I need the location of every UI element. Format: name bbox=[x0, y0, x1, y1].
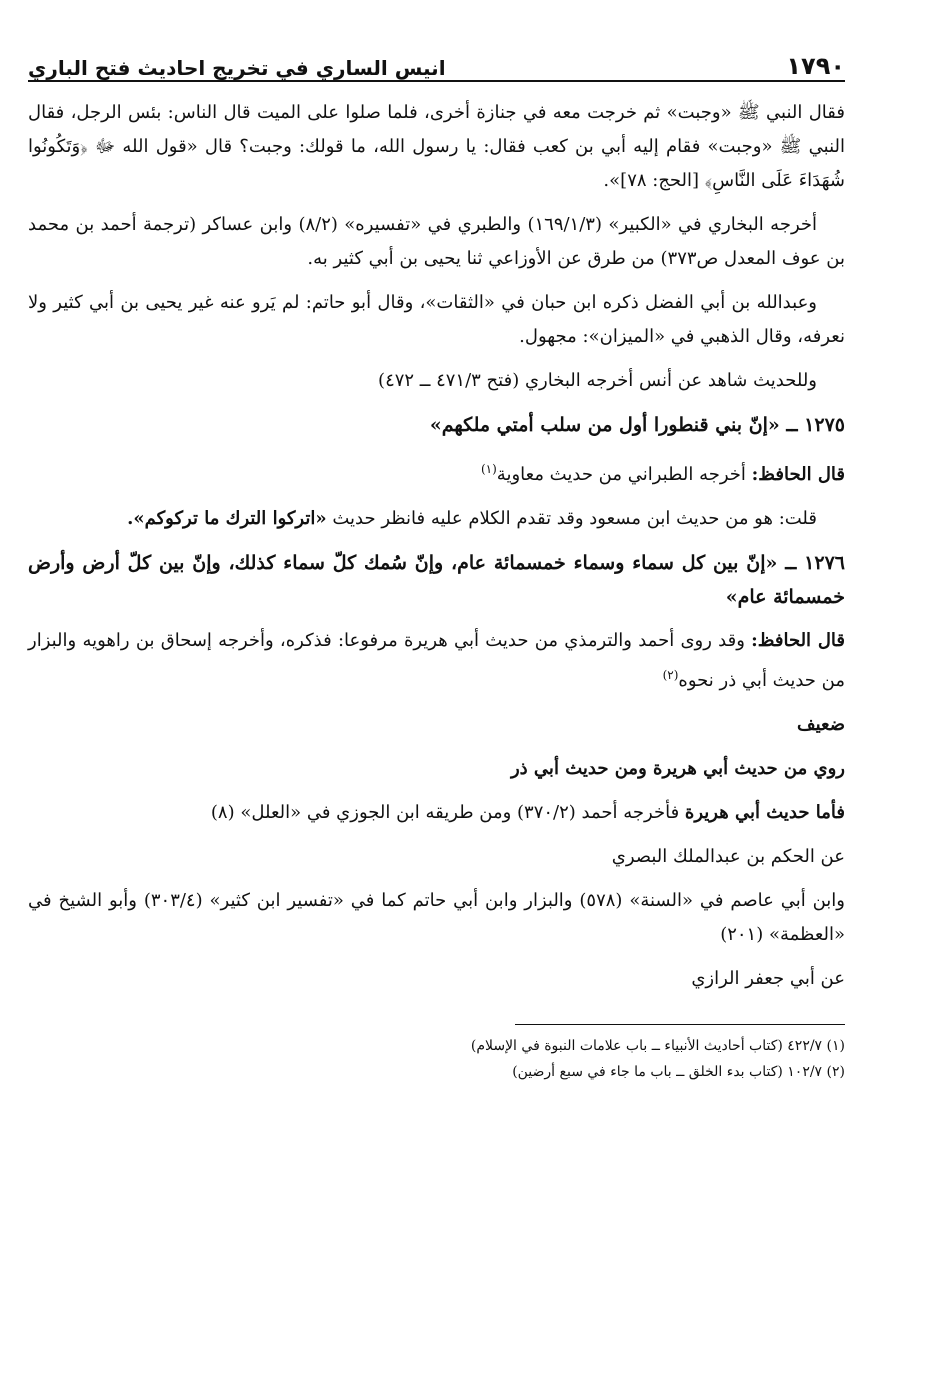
hafiz-comment-1275 bbox=[28, 452, 845, 492]
paragraph-qult bbox=[28, 502, 845, 536]
hafiz-label: قال الحافظ: bbox=[751, 630, 845, 651]
paragraph-abu-hurayra bbox=[28, 796, 845, 830]
hafiz-text: أخرجه الطبراني من حديث معاوية bbox=[496, 464, 752, 485]
qult-hadith-ref: «اتركوا الترك ما تركوكم». bbox=[127, 508, 327, 529]
hafiz-label: قال الحافظ: bbox=[751, 464, 845, 485]
paragraph-takhrij: أخرجه البخاري في «الكبير» (١٦٩/١/٣) والطبري في «تفسيره» (٨/٢) وابن عساكر (ترجمة أحمد بن محمد بن عوف المعدل ص٣٧٣) من طرق عن الأوزاعي ثنا يحيى بن أبي كثير به. bbox=[28, 214, 845, 269]
chain-hakam: عن الحكم بن عبدالملك البصري bbox=[611, 846, 845, 867]
footnote-separator bbox=[515, 1024, 845, 1025]
abu-hurayra-label: فأما حديث أبي هريرة bbox=[684, 802, 845, 823]
footnote-1: (١) ٤٢٢/٧ (كتاب أحاديث الأنبياء ــ باب علامات النبوة في الإسلام) bbox=[470, 1038, 845, 1054]
hadith-heading-1275: ١٢٧٥ ــ «إنّ بني قنطورا أول من سلب أمتي ملكهم» bbox=[429, 414, 845, 436]
paragraph-ibn-abi-asim: وابن أبي عاصم في «السنة» (٥٧٨) والبزار وابن أبي حاتم كما في «تفسير ابن كثير» (٣٠٣/٤) وأبو الشيخ في «العظمة» (٢٠١) bbox=[28, 890, 845, 945]
hadith-heading-1276: ١٢٧٦ ــ «إنّ بين كل سماء وسماء خمسمائة عام، وإنّ سُمك كلّ سماء كذلك، وإنّ بين كلّ أرض وأرض خمسمائة عام» bbox=[28, 552, 845, 608]
chain-razi: عن أبي جعفر الرازي bbox=[691, 968, 845, 989]
paragraph-shahid: وللحديث شاهد عن أنس أخرجه البخاري (فتح ٤٧١/٣ ــ ٤٧٢) bbox=[378, 370, 817, 391]
footnotes bbox=[28, 1033, 845, 1085]
page-header bbox=[28, 38, 845, 82]
book-title: انيس الساري في تخريج احاديث فتح الباري bbox=[28, 56, 446, 80]
footnote-marker-1: (١) bbox=[480, 462, 497, 476]
paragraph-narrator-note: وعبدالله بن أبي الفضل ذكره ابن حبان في «الثقات»، وقال أبو حاتم: لم يَرو عنه غير يحيى بن أبي كثير ولا نعرفه، وقال الذهبي في «الميزان»: مجهول. bbox=[28, 292, 845, 347]
qult-text: قلت: هو من حديث ابن مسعود وقد تقدم الكلام عليه فانظر حديث bbox=[326, 508, 817, 529]
hafiz-comment-1276 bbox=[28, 624, 845, 698]
hafiz-text: وقد روى أحمد والترمذي من حديث أبي هريرة مرفوعا: فذكره، وأخرجه إسحاق بن راهويه والبزار من حديث أبي ذر نحوه bbox=[28, 630, 845, 691]
footnote-marker-2: (٢) bbox=[662, 668, 679, 682]
page-number: ١٧٩٠ bbox=[786, 52, 845, 80]
paragraph-hadith-continuation: فقال النبي ﷺ «وجبت» ثم خرجت معه في جنازة أخرى، فلما صلوا على الميت قال الناس: بئس الرجل، فقال النبي ﷺ «وجبت» فقام إليه أبي بن كعب فقال: يا رسول الله، ما قولك: وجبت؟ قال «قول الله ﷻ ﴿وَتَكُونُوا شُهَدَاءَ عَلَى النَّاسِ﴾ [الحج: ٧٨]». bbox=[28, 102, 845, 191]
abu-hurayra-text: فأخرجه أحمد (٣٧٠/٢) ومن طريقه ابن الجوزي في «العلل» (٨) bbox=[210, 802, 685, 823]
narration-routes: روي من حديث أبي هريرة ومن حديث أبي ذر bbox=[510, 758, 845, 779]
grading-verdict: ضعيف bbox=[796, 714, 845, 735]
footnote-2: (٢) ١٠٢/٧ (كتاب بدء الخلق ــ باب ما جاء في سبع أرضين) bbox=[512, 1064, 845, 1080]
page-body bbox=[28, 96, 845, 996]
